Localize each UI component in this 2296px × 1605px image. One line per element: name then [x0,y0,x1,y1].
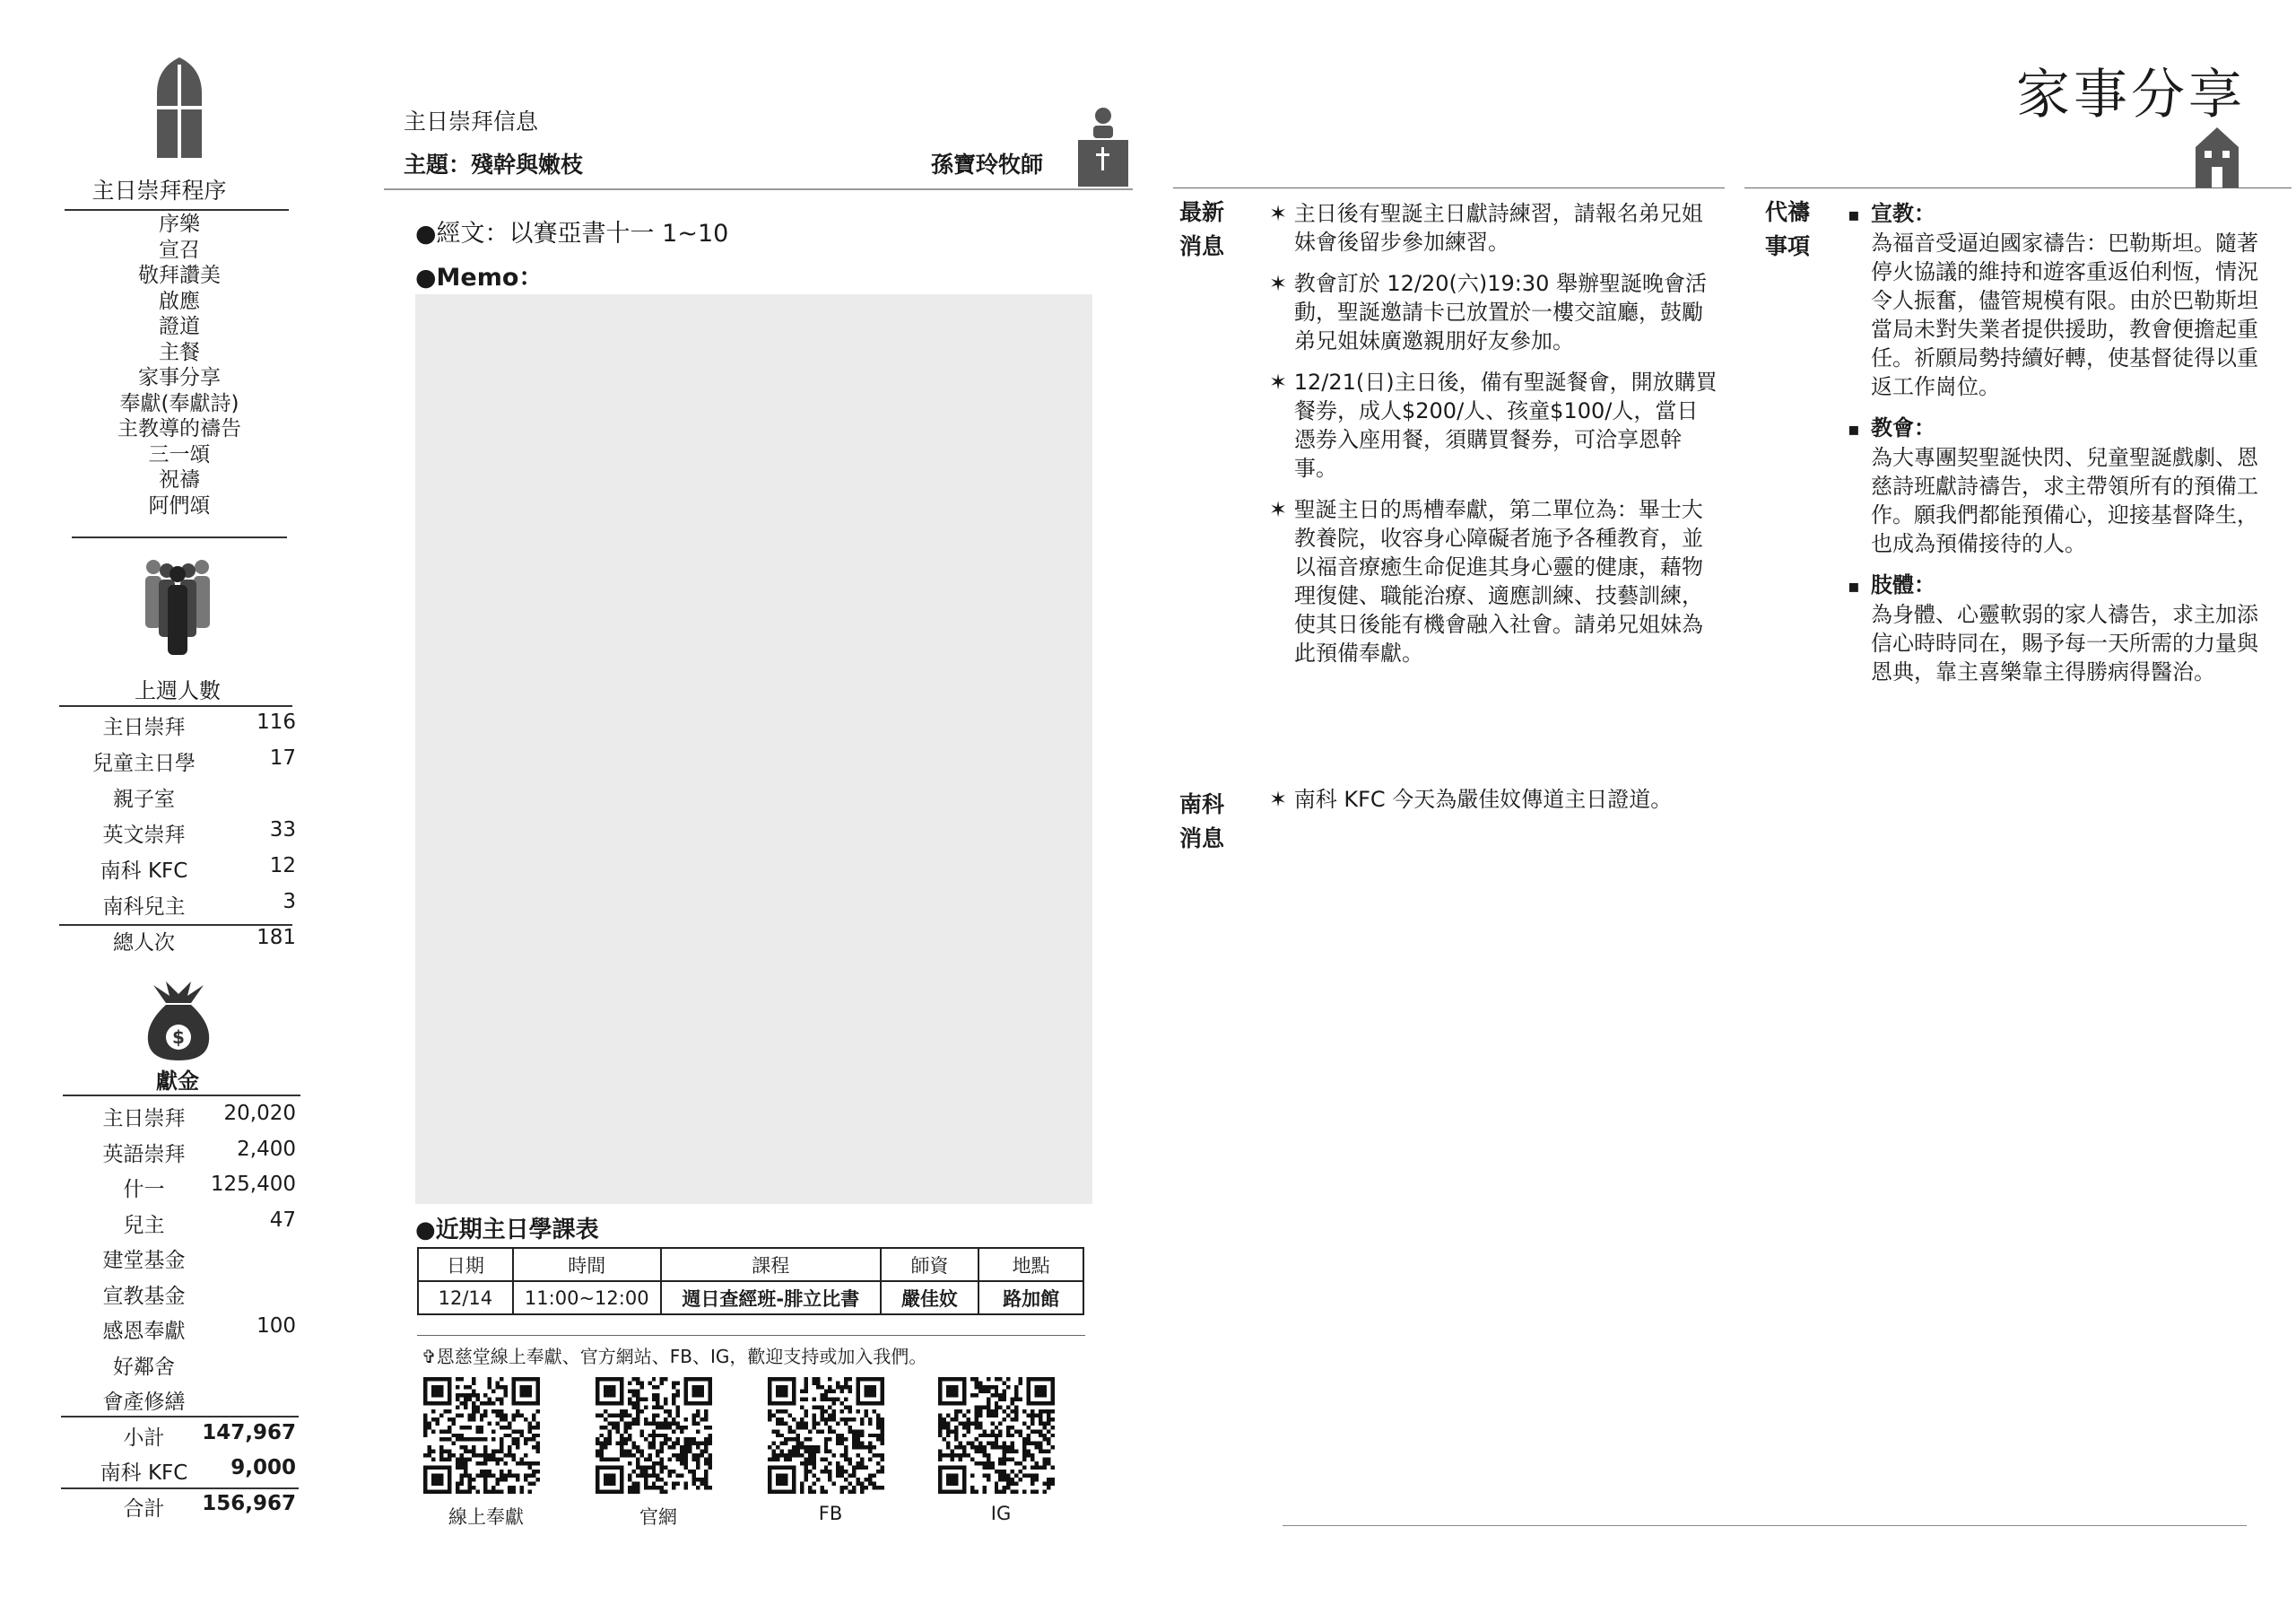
page-title: 家事分享 [2016,64,2246,126]
list-item [61,1279,296,1315]
row-label: 主日崇拜 [102,1107,186,1130]
order-item: 啟應 [159,289,200,313]
row-value: 2,400 [237,1137,296,1161]
people-group-icon [142,558,213,655]
pulpit-icon [1076,108,1130,187]
pastor-name: 孫寶玲牧師 [931,152,1044,178]
schedule-table [417,1247,1084,1315]
list-item [61,1350,296,1386]
row-label: 英語崇拜 [102,1142,186,1166]
order-item: 主教導的禱告 [117,417,241,441]
news-item: ✶ 12/21(日)主日後，備有聖誕餐會，開放購買餐券，成人$200/人、孩童$100/人，當日憑券入座用餐，須購買餐券，可洽享恩幹事。 [1269,370,1718,481]
list-item [61,1421,296,1457]
row-value: 181 [257,926,296,949]
row-value: 3 [283,890,296,913]
row-value: 47 [269,1208,296,1232]
list-item [61,1492,296,1528]
row-value: 100 [257,1314,296,1338]
memo-box[interactable] [415,294,1092,1204]
row-label: 兒童主日學 [92,752,196,775]
nk-label-line: 消息 [1179,825,1225,851]
schedule-header-cell: 時間 [513,1248,661,1281]
order-item: 三一頌 [148,442,211,467]
order-item: 序樂 [159,213,200,236]
news-item: ✶ 教會訂於 12/20(六)19:30 舉辦聖誕晚會活動，聖誕邀請卡已放置於一樓交誼廳，鼓勵弟兄姐妹廣邀親朋好友參加。 [1269,271,1708,353]
row-label: 好鄰舍 [113,1355,175,1379]
row-value: 125,400 [210,1173,296,1196]
list-item [61,1456,296,1492]
list-item [61,890,296,926]
news-label-line: 最新 [1179,199,1225,225]
prayer-heading: ▪ 宣教： [1848,199,2274,229]
sermon-theme: 主題：殘幹與嫩枝 [404,152,584,178]
order-item: 祝禱 [159,468,200,492]
news-item: ✶ 主日後有聖誕主日獻詩練習，請報名弟兄姐妹會後留步參加練習。 [1269,201,1703,255]
news-section-label [1179,196,1224,264]
row-label: 兒主 [123,1213,165,1237]
nk-news-item: ✶ 南科 KFC 今天為嚴佳妏傳道主日證道。 [1269,787,1673,812]
qr-code-website-icon[interactable] [596,1377,712,1494]
row-value: 116 [257,711,296,734]
schedule-header-cell: 課程 [661,1248,881,1281]
list-item [61,926,296,962]
qr-label-offering: 線上奉獻 [448,1506,524,1528]
list-item [61,1102,296,1138]
list-item [61,746,296,782]
prayer-heading: ▪ 肢體： [1848,571,2274,600]
schedule-cell: 11:00~12:00 [513,1281,661,1314]
list-item [61,1208,296,1244]
svg-text:$: $ [172,1026,185,1048]
prayer-body: 為身體、心靈軟弱的家人禱告，求主加添信心時時同在，賜予每一天所需的力量與恩典，靠主喜樂靠主得勝病得醫治。 [1871,602,2258,685]
memo-label: ●Memo： [415,264,544,292]
schedule-cell: 12/14 [418,1281,513,1314]
list-item [61,782,296,818]
schedule-header-cell: 師資 [881,1248,979,1281]
row-value: 12 [269,854,296,877]
row-label: 親子室 [113,788,175,811]
row-label: 什一 [123,1178,165,1201]
qr-label-fb: FB [818,1503,843,1524]
schedule-header-cell: 地點 [978,1248,1083,1281]
table-row [418,1281,1083,1314]
order-item: 奉獻(奉獻詩) [119,391,239,415]
prayer-list [1848,199,2274,699]
nk-label-line: 南科 [1179,791,1225,817]
row-label: 小計 [123,1426,165,1450]
qr-code-ig-icon[interactable] [938,1377,1055,1494]
qr-label-website: 官網 [639,1506,677,1528]
row-value: 156,967 [202,1491,296,1515]
money-bag-icon [146,981,211,1060]
stats-title: 上週人數 [135,678,221,703]
list-item [61,854,296,890]
row-value: 9,000 [230,1456,296,1479]
prayer-heading: ▪ 教會： [1848,414,2274,443]
row-label: 南科 KFC [100,859,188,883]
prayer-label-line: 代禱 [1765,199,1811,225]
news-list [1269,199,1718,680]
order-item: 宣召 [159,238,200,262]
row-label: 建堂基金 [102,1249,186,1272]
church-window-icon [155,57,204,158]
offering-title: 獻金 [156,1069,199,1094]
qr-code-offering-icon[interactable] [423,1377,540,1494]
row-label: 宣教基金 [102,1284,186,1308]
row-label: 感恩奉獻 [102,1320,186,1343]
order-list [63,212,296,519]
qr-note: ✞恩慈堂線上奉獻、官方網站、FB、IG，歡迎支持或加入我們。 [422,1346,927,1367]
row-label: 主日崇拜 [102,716,186,739]
worship-message-title: 主日崇拜信息 [404,109,539,135]
row-value: 20,020 [223,1102,296,1125]
row-label: 總人次 [113,931,175,955]
prayer-body: 為福音受逼迫國家禱告：巴勒斯坦。隨著停火協議的維持和遊客重返伯利恆，情況令人振奮，儘管規模有限。由於巴勒斯坦當局未對失業者提供援助，教會便擔起重任。祈願局勢持續好轉，使基督徒得以重返工作崗位。 [1871,231,2258,399]
row-value: 147,967 [202,1420,296,1444]
list-item [61,1173,296,1208]
row-label: 南科 KFC [100,1461,188,1485]
qr-code-fb-icon[interactable] [768,1377,884,1494]
schedule-cell: 路加館 [978,1281,1083,1314]
list-item [61,711,296,746]
news-label-line: 消息 [1179,233,1225,259]
prayer-section-label [1765,196,1810,264]
prayer-label-line: 事項 [1765,233,1811,259]
house-icon [2196,127,2239,188]
list-item [61,1138,296,1173]
qr-label-ig: IG [990,1503,1012,1524]
order-title: 主日崇拜程序 [91,178,227,204]
row-label: 會產修繕 [102,1391,186,1414]
order-item: 敬拜讚美 [138,264,221,287]
row-label: 合計 [123,1496,165,1521]
schedule-cell: 嚴佳妏 [881,1281,979,1314]
list-item [61,1314,296,1350]
row-value: 33 [269,818,296,842]
row-label: 英文崇拜 [102,824,186,847]
list-item [61,1243,296,1279]
schedule-cell: 週日查經班-腓立比書 [661,1281,881,1314]
order-item: 家事分享 [138,366,221,389]
nk-section-label [1179,788,1224,856]
prayer-body: 為大專團契聖誕快閃、兒童聖誕戲劇、恩慈詩班獻詩禱告，求主帶領所有的預備工作。願我們都能預備心，迎接基督降生，也成為預備接待的人。 [1871,445,2258,556]
row-label: 南科兒主 [102,895,186,919]
news-item: ✶ 聖誕主日的馬槽奉獻，第二單位為：畢士大教養院，收容身心障礙者施予各種教育，並以福音療癒生命促進其身心靈的健康，藉物理復健、職能治療、適應訓練、技藝訓練，使其日後能有機會融入社會。請弟兄姐妹為此預備奉獻。 [1269,497,1703,666]
order-item: 證道 [159,315,200,338]
schedule-title: ●近期主日學課表 [415,1217,599,1243]
schedule-header-cell: 日期 [418,1248,513,1281]
scripture: ●經文：以賽亞書十一 1~10 [415,220,729,248]
schedule-header-row [418,1248,1083,1281]
row-value: 17 [269,746,296,770]
order-item: 阿們頌 [148,493,211,518]
order-item: 主餐 [159,340,200,364]
list-item [61,818,296,854]
